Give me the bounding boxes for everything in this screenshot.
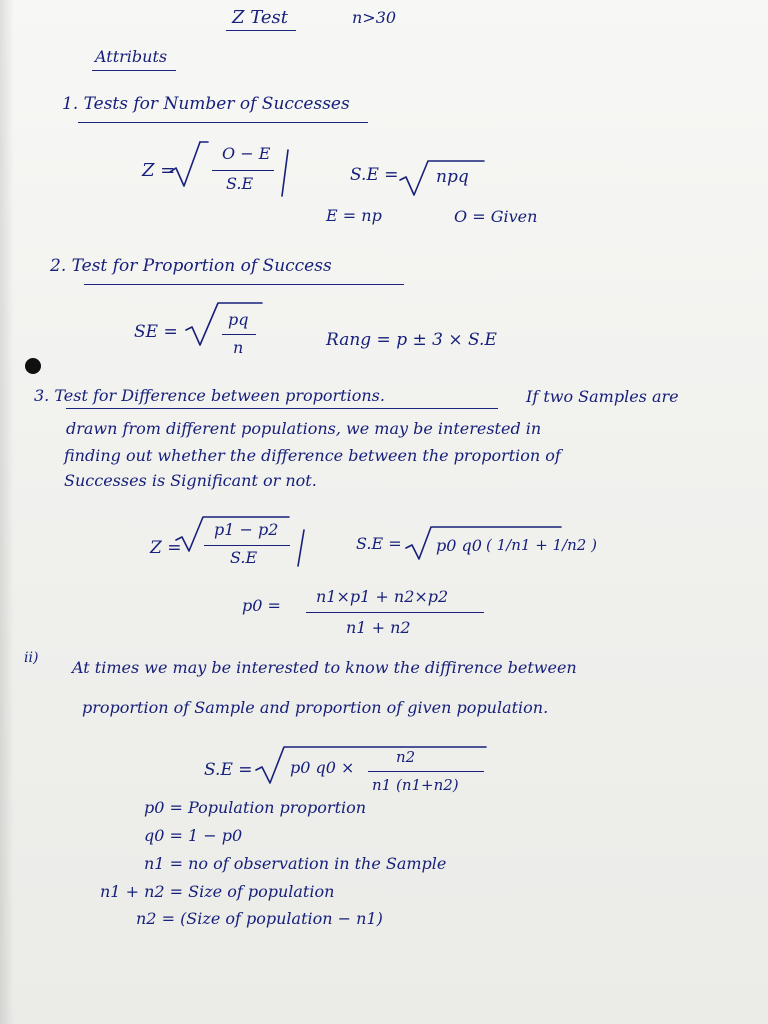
s4-se-root-sign bbox=[256, 747, 486, 783]
section3-heading: 3. Test for Difference between proportions. bbox=[34, 386, 385, 405]
section1-heading: 1. Tests for Number of Successes bbox=[62, 94, 350, 114]
s3-z-root-sign bbox=[176, 517, 289, 551]
s1-z-label: Z = bbox=[142, 160, 176, 181]
s1-z-numerator: O − E bbox=[222, 144, 271, 163]
s4-text-line1: At times we may be interested to know the diffirence between bbox=[72, 658, 577, 677]
s3-se-root-sign bbox=[406, 527, 561, 559]
s1-se-radicand: npq bbox=[436, 167, 469, 187]
subtitle-attributes: Attributs bbox=[95, 47, 168, 66]
s4-definition-p0: p0 = Population proportion bbox=[144, 798, 367, 817]
s4-se-radicand: p0 q0 × bbox=[290, 758, 355, 777]
s1-se-root-sign bbox=[400, 161, 484, 195]
s1-z-abs-bar bbox=[282, 150, 288, 196]
s3-se-label: S.E = bbox=[356, 534, 402, 553]
s2-se-denominator: n bbox=[233, 338, 244, 357]
s4-se-denominator: n1 (n1+n2) bbox=[372, 776, 459, 794]
s3-z-label: Z = bbox=[150, 538, 182, 558]
s2-se-numerator: pq bbox=[228, 310, 249, 329]
s3-pooled-label: p0 = bbox=[242, 596, 281, 615]
s3-z-abs-bar bbox=[298, 530, 304, 566]
s3-text-line4: Successes is Significant or not. bbox=[64, 471, 317, 490]
section2-heading: 2. Test for Proportion of Success bbox=[50, 256, 332, 276]
s2-range-formula: Rang = p ± 3 × S.E bbox=[326, 330, 497, 350]
s4-se-numerator: n2 bbox=[396, 748, 416, 766]
s4-definition-q0: q0 = 1 − p0 bbox=[144, 826, 243, 845]
s3-pooled-denominator: n1 + n2 bbox=[346, 618, 411, 637]
s1-se-label: S.E = bbox=[350, 165, 399, 185]
s4-definition-n1: n1 = no of observation in the Sample bbox=[144, 854, 447, 873]
s1-expected-definition: E = np bbox=[326, 206, 382, 225]
s3-se-radicand: p0 q0 bbox=[436, 536, 482, 555]
s4-definition-n2: n2 = (Size of population − n1) bbox=[136, 909, 383, 928]
s1-observed-definition: O = Given bbox=[454, 207, 538, 226]
s2-se-label: SE = bbox=[134, 322, 178, 342]
s3-se-parenthesis-term: ( 1/n1 + 1/n2 ) bbox=[486, 536, 597, 554]
s3-pooled-numerator: n1×p1 + n2×p2 bbox=[316, 587, 449, 606]
s3-text-line3: finding out whether the difference between the proportion of bbox=[64, 446, 561, 465]
page-title: Z Test bbox=[232, 7, 288, 28]
section4-marker: ii) bbox=[24, 650, 39, 666]
s1-z-denominator: S.E bbox=[226, 174, 254, 193]
s3-text-line1: If two Samples are bbox=[526, 387, 679, 406]
s4-se-label: S.E = bbox=[204, 760, 253, 780]
sample-size-condition: n>30 bbox=[352, 8, 397, 27]
s4-text-line2: proportion of Sample and proportion of given population. bbox=[82, 698, 549, 717]
s3-z-denominator: S.E bbox=[230, 548, 258, 567]
s4-definition-population-size: n1 + n2 = Size of population bbox=[100, 882, 335, 901]
s3-z-numerator: p1 − p2 bbox=[214, 520, 279, 539]
s2-se-root-sign bbox=[186, 303, 262, 345]
s1-z-root-sign bbox=[170, 142, 200, 186]
s3-text-line2: drawn from different populations, we may be interested in bbox=[66, 419, 542, 438]
